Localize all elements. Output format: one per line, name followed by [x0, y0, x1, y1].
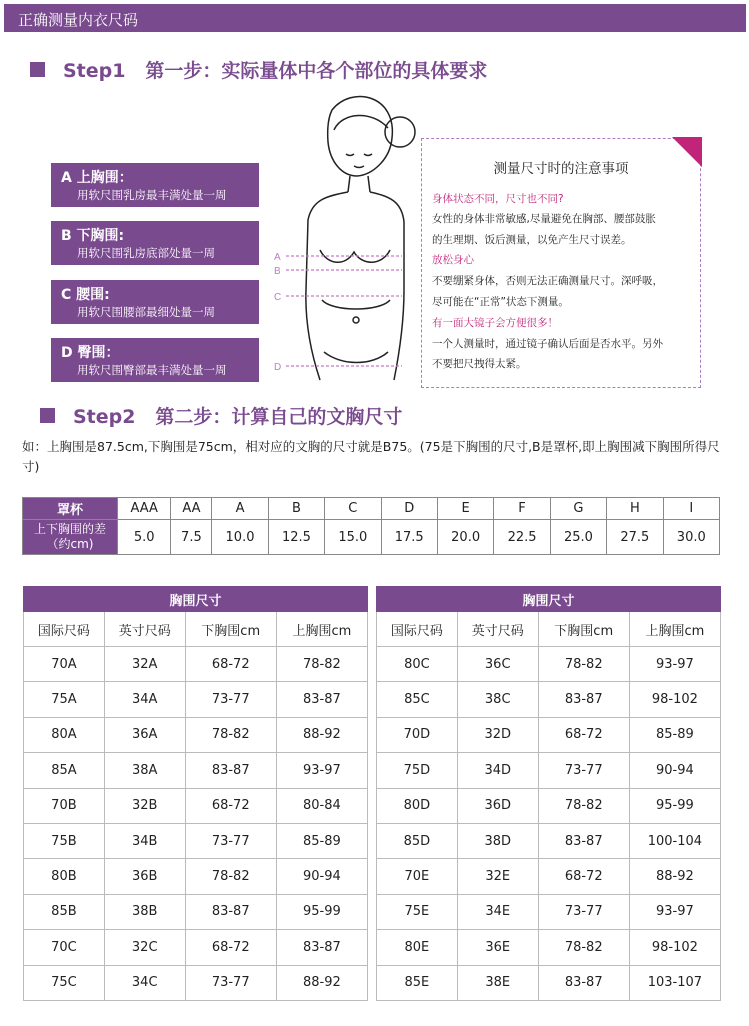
size-table-caption: 胸围尺寸 [377, 587, 721, 612]
table-cell: 83-87 [538, 965, 629, 1000]
note-line: 女性的身体非常敏感,尽量避免在胸部、腰部鼓胀 [432, 213, 656, 225]
table-cell: 75B [24, 823, 105, 858]
table-cell: 83-87 [185, 894, 276, 929]
table-row [24, 894, 368, 929]
measure-title: D 臀围： [61, 345, 120, 361]
diff-header-label: 上下胸围的差 （约cm) [23, 520, 118, 555]
table-cell: 80D [377, 788, 458, 823]
table-cell: 34B [104, 823, 185, 858]
step1-title: Step1 第一步：实际量体中各个部位的具体要求 [63, 59, 488, 82]
table-cell: 88-92 [276, 717, 367, 752]
diff-cell: 20.0 [437, 520, 493, 555]
table-row [24, 965, 368, 1000]
table-cell: 36C [457, 647, 538, 682]
table-cell: 78-82 [538, 788, 629, 823]
header-bar [4, 4, 746, 32]
column-header: 上胸围cm [276, 612, 367, 647]
table-cell: 80E [377, 930, 458, 965]
table-cell: 78-82 [538, 647, 629, 682]
table-row [377, 717, 721, 752]
size-table-header-row [24, 612, 368, 647]
size-table-header-row [377, 612, 721, 647]
table-cell: 85-89 [276, 823, 367, 858]
table-cell: 80A [24, 717, 105, 752]
table-cell: 70B [24, 788, 105, 823]
cup-cell: I [663, 498, 719, 520]
table-cell: 68-72 [538, 859, 629, 894]
table-row [377, 965, 721, 1000]
table-cell: 83-87 [276, 930, 367, 965]
table-cell: 83-87 [185, 753, 276, 788]
step2-heading [40, 400, 402, 430]
table-cell: 38B [104, 894, 185, 929]
table-row [24, 859, 368, 894]
note-line: 一个人测量时，通过镜子确认后面是否水平。另外 [432, 338, 663, 350]
body-figure-illustration [262, 80, 422, 400]
table-cell: 34D [457, 753, 538, 788]
column-header: 上胸围cm [629, 612, 720, 647]
table-cell: 68-72 [185, 788, 276, 823]
table-cell: 70E [377, 859, 458, 894]
cup-cell: AAA [118, 498, 171, 520]
table-cell: 88-92 [629, 859, 720, 894]
note-line: 放松身心 [432, 254, 474, 266]
table-cell: 100-104 [629, 823, 720, 858]
cup-cell: G [550, 498, 606, 520]
table-cell: 70D [377, 717, 458, 752]
measure-box-underbust [51, 221, 259, 265]
note-line: 不要把尺拽得太紧。 [432, 358, 527, 370]
table-cell: 90-94 [629, 753, 720, 788]
size-table-caption: 胸围尺寸 [24, 587, 368, 612]
cup-cell: E [437, 498, 493, 520]
table-cell: 34E [457, 894, 538, 929]
table-cell: 85C [377, 682, 458, 717]
table-cell: 38A [104, 753, 185, 788]
table-cell: 70A [24, 647, 105, 682]
table-cell: 34C [104, 965, 185, 1000]
table-cell: 90-94 [276, 859, 367, 894]
table-cell: 75C [24, 965, 105, 1000]
diff-cell: 27.5 [607, 520, 663, 555]
table-row [24, 647, 368, 682]
size-table-caption-row [377, 587, 721, 612]
table-row [377, 682, 721, 717]
diff-cell: 15.0 [325, 520, 381, 555]
table-row [24, 930, 368, 965]
table-cell: 68-72 [538, 717, 629, 752]
table-cell: 88-92 [276, 965, 367, 1000]
measure-desc: 用软尺围乳房底部处量一周 [77, 246, 215, 260]
table-cell: 83-87 [276, 682, 367, 717]
table-cell: 32E [457, 859, 538, 894]
measure-title: C 腰围: [61, 287, 110, 303]
measure-title: B 下胸围: [61, 228, 125, 244]
cup-size-table [22, 497, 720, 555]
column-header: 国际尺码 [24, 612, 105, 647]
table-row [24, 823, 368, 858]
step2-title: Step2 第二步：计算自己的文胸尺寸 [73, 405, 403, 428]
figure-label-c: C [274, 292, 282, 303]
table-cell: 73-77 [185, 823, 276, 858]
table-row [377, 930, 721, 965]
table-cell: 70C [24, 930, 105, 965]
table-cell: 98-102 [629, 930, 720, 965]
cup-header-label: 罩杯 [23, 498, 118, 520]
table-cell: 38E [457, 965, 538, 1000]
column-header: 英寸尺码 [104, 612, 185, 647]
table-cell: 78-82 [185, 859, 276, 894]
table-cell: 93-97 [629, 647, 720, 682]
table-cell: 95-99 [629, 788, 720, 823]
table-cell: 32C [104, 930, 185, 965]
table-cell: 83-87 [538, 682, 629, 717]
table-cell: 38C [457, 682, 538, 717]
cup-cell: A [212, 498, 268, 520]
table-cell: 34A [104, 682, 185, 717]
table-cell: 85D [377, 823, 458, 858]
diff-cell: 25.0 [550, 520, 606, 555]
diff-cell: 7.5 [171, 520, 212, 555]
column-header: 下胸围cm [538, 612, 629, 647]
table-cell: 98-102 [629, 682, 720, 717]
table-cell: 32B [104, 788, 185, 823]
size-table-caption-row [24, 587, 368, 612]
table-cell: 75A [24, 682, 105, 717]
table-row [377, 823, 721, 858]
diff-cell: 5.0 [118, 520, 171, 555]
cup-cell: AA [171, 498, 212, 520]
note-line: 的生理期、饭后测量，以免产生尺寸误差。 [432, 234, 632, 246]
table-cell: 93-97 [629, 894, 720, 929]
size-table-left [23, 586, 368, 1001]
diff-cell: 10.0 [212, 520, 268, 555]
diff-cell: 17.5 [381, 520, 437, 555]
table-cell: 32A [104, 647, 185, 682]
square-bullet-icon [30, 62, 45, 77]
measurement-notes-box [421, 138, 701, 388]
measure-box-bust [51, 163, 259, 207]
table-cell: 73-77 [538, 753, 629, 788]
page-title: 正确测量内衣尺码 [18, 11, 139, 29]
table-cell: 85-89 [629, 717, 720, 752]
diff-cell: 12.5 [268, 520, 324, 555]
table-cell: 36B [104, 859, 185, 894]
table-cell: 83-87 [538, 823, 629, 858]
table-cell: 85E [377, 965, 458, 1000]
cup-cell: C [325, 498, 381, 520]
notes-title: 测量尺寸时的注意事项 [493, 161, 629, 177]
column-header: 英寸尺码 [457, 612, 538, 647]
note-line: 尽可能在“正常”状态下测量。 [432, 296, 569, 308]
table-cell: 36E [457, 930, 538, 965]
figure-label-a: A [274, 252, 281, 263]
cup-cell: H [607, 498, 663, 520]
measure-box-waist [51, 280, 259, 324]
table-row [377, 753, 721, 788]
measure-desc: 用软尺围乳房最丰满处量一周 [77, 188, 227, 202]
table-row [377, 788, 721, 823]
table-cell: 95-99 [276, 894, 367, 929]
table-cell: 93-97 [276, 753, 367, 788]
table-cell: 75E [377, 894, 458, 929]
note-line: 身体状态不同，尺寸也不同? [432, 193, 564, 205]
table-cell: 36D [457, 788, 538, 823]
measure-desc: 用软尺围臀部最丰满处量一周 [77, 363, 227, 377]
figure-label-d: D [274, 362, 282, 373]
cup-cell: B [268, 498, 324, 520]
table-cell: 38D [457, 823, 538, 858]
size-table-right [376, 586, 721, 1001]
column-header: 国际尺码 [377, 612, 458, 647]
measure-title: A 上胸围： [61, 170, 133, 186]
table-row [377, 859, 721, 894]
table-row [24, 753, 368, 788]
diff-cell: 22.5 [494, 520, 550, 555]
table-cell: 78-82 [276, 647, 367, 682]
table-cell: 36A [104, 717, 185, 752]
table-cell: 80C [377, 647, 458, 682]
cup-cell: D [381, 498, 437, 520]
table-cell: 78-82 [185, 717, 276, 752]
table-row [24, 717, 368, 752]
table-cell: 73-77 [538, 894, 629, 929]
table-cell: 78-82 [538, 930, 629, 965]
table-cell: 103-107 [629, 965, 720, 1000]
table-cell: 85B [24, 894, 105, 929]
table-cell: 73-77 [185, 682, 276, 717]
table-row [377, 894, 721, 929]
table-cell: 75D [377, 753, 458, 788]
cup-row [23, 498, 720, 520]
table-cell: 80-84 [276, 788, 367, 823]
note-line: 不要绷紧身体，否则无法正确测量尺寸。深呼吸， [432, 275, 663, 287]
diff-row [23, 520, 720, 555]
diff-cell: 30.0 [663, 520, 719, 555]
example-text: 如：上胸围是87.5cm,下胸围是75cm，相对应的文胸的尺寸就是B75。(75是下胸围的尺寸,B是罩杯,即上胸围减下胸围所得尺寸) [22, 439, 720, 474]
square-bullet-icon [40, 408, 55, 423]
table-cell: 85A [24, 753, 105, 788]
table-cell: 80B [24, 859, 105, 894]
measure-desc: 用软尺围腰部最细处量一周 [77, 305, 215, 319]
table-cell: 73-77 [185, 965, 276, 1000]
cup-cell: F [494, 498, 550, 520]
table-cell: 68-72 [185, 930, 276, 965]
table-row [24, 682, 368, 717]
measure-box-hip [51, 338, 259, 382]
table-row [24, 788, 368, 823]
table-cell: 68-72 [185, 647, 276, 682]
column-header: 下胸围cm [185, 612, 276, 647]
note-line: 有一面大镜子会方便很多！ [432, 317, 558, 329]
table-row [377, 647, 721, 682]
figure-label-b: B [274, 266, 281, 277]
table-cell: 32D [457, 717, 538, 752]
